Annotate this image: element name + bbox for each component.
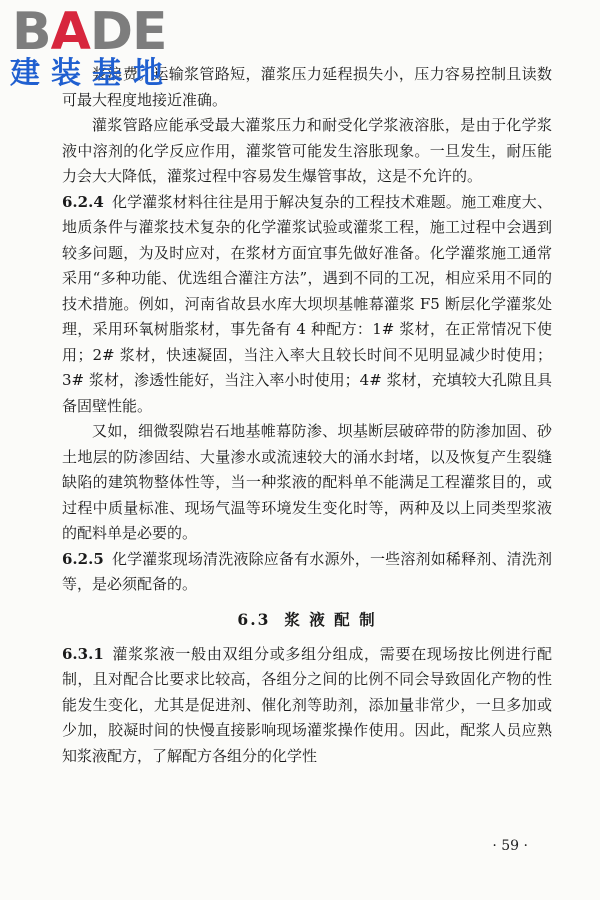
clause-number: 6.3.1 [62, 644, 104, 663]
clause-6-3-1 [62, 642, 552, 770]
watermark-brand-text: BADE [12, 2, 167, 62]
clause-number: 6.2.4 [62, 192, 104, 211]
section-title: 浆 液 配 制 [284, 609, 377, 629]
section-heading [62, 608, 552, 630]
clause-6-2-4 [62, 190, 552, 420]
paragraph-pipeline: 灌浆管路应能承受最大灌浆压力和耐受化学浆液溶胀，是由于化学浆液中溶剂的化学反应作用，灌浆管可能发生溶胀现象。一旦发生，耐压能力会大大降低，灌浆过程中容易发生爆管事故，这是不允许的。 [62, 116, 552, 185]
paragraph-continued: 浆浪费。运输浆管路短，灌浆压力延程损失小，压力容易控制且读数可最大程度地接近准确。 [62, 65, 552, 109]
paragraph-example: 又如，细微裂隙岩石地基帷幕防渗、坝基断层破碎带的防渗加固、砂土地层的防渗固结、大量渗水或流速较大的涌水封堵，以及恢复产生裂缝缺陷的建筑物整体性等，当一种浆液的配料单不能满足工程灌浆目的，或过程中质量标准、现场气温等环境发生变化时等，两种及以上同类型浆液的配料单是必要的。 [62, 422, 552, 542]
clause-text: 化学灌浆材料往往是用于解决复杂的工程技术难题。施工难度大、地质条件与灌浆技术复杂的化学灌浆试验或灌浆工程，施工过程中会遇到较多问题，为及时应对，在浆材方面宜事先做好准备。化学灌浆施工通常采用“多种功能、优选组合灌注方法”，遇到不同的工况，相应采用不同的技术措施。例如，河南省故县水库大坝坝基帷幕灌浆 F5 断层化学灌浆处理，采用环氧树脂浆材，事先备有 4 种配方：1# 浆材，在正常情况下使用；2# 浆材，快速凝固，当注入率大且较长时间不见明显减少时使用；3# 浆材，渗透性能好，当注入率小时使用；4# 浆材，充填较大孔隙且具备固壁性能。 [62, 192, 552, 415]
section-number: 6.3 [237, 609, 271, 629]
clause-text: 灌浆浆液一般由双组分或多组分组成，需要在现场按比例进行配制，且对配合比要求比较高，各组分之间的比例不同会导致固化产物的性能发生变化，尤其是促进剂、催化剂等助剂，添加量非常少，一旦多加或少加，胶凝时间的快慢直接影响现场灌浆操作使用。因此，配浆人员应熟知浆液配方，了解配方各组分的化学性 [62, 644, 552, 765]
page-number: · 59 · [492, 838, 528, 854]
clause-number: 6.2.5 [62, 549, 104, 568]
clause-text: 化学灌浆现场清洗液除应备有水源外，一些溶剂如稀释剂、清洗剂等，是必须配备的。 [62, 549, 552, 593]
watermark-chinese-text: 建装基地 [10, 56, 174, 91]
page-content [62, 62, 552, 769]
bade-watermark-logo [8, 2, 178, 91]
clause-6-2-5 [62, 547, 552, 598]
